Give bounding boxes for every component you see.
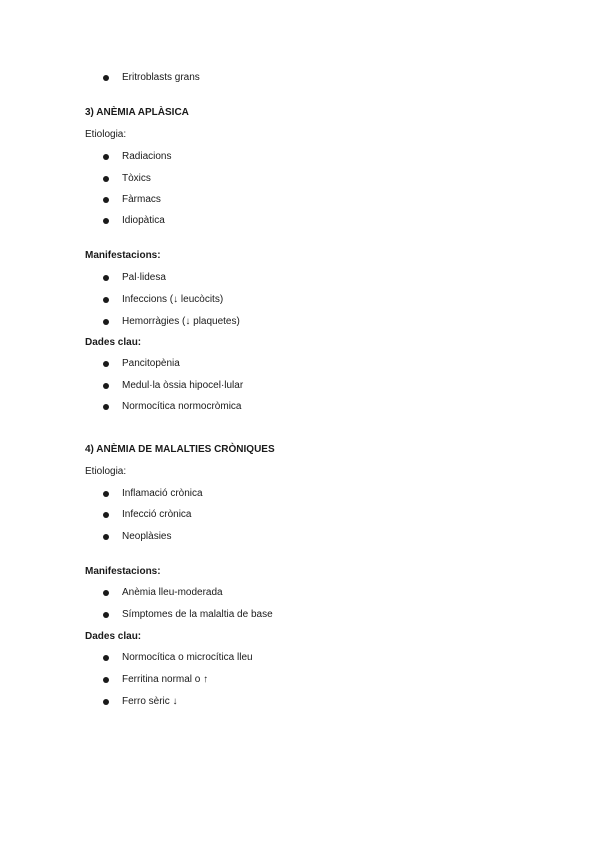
bullet-icon: [103, 75, 109, 81]
list-item-text: Ferritina normal o ↑: [122, 674, 209, 685]
list-item-text: Hemorràgies (↓ plaquetes): [122, 316, 240, 327]
bullet-icon: [103, 154, 109, 160]
list-item-text: Medul·la òssia hipocel·lular: [122, 380, 244, 391]
section-title: 4) ANÈMIA DE MALALTIES CRÒNIQUES: [85, 444, 275, 455]
bullet-icon: [103, 534, 109, 540]
list-item-text: Idiopàtica: [122, 215, 165, 226]
bullet-icon: [103, 218, 109, 224]
list-item-text: Fàrmacs: [122, 194, 161, 205]
list-item-text: Tòxics: [122, 173, 151, 184]
bullet-icon: [103, 655, 109, 661]
list-item-text: Pancitopènia: [122, 358, 180, 369]
list-item-text: Ferro sèric ↓: [122, 696, 178, 707]
manifestations-label: Manifestacions:: [85, 250, 161, 261]
bullet-icon: [103, 275, 109, 281]
bullet-icon: [103, 677, 109, 683]
list-item-text: Normocítica normocròmica: [122, 401, 242, 412]
bullet-icon: [103, 590, 109, 596]
etiology-label: Etiologia:: [85, 129, 127, 140]
bullet-icon: [103, 491, 109, 497]
bullet-icon: [103, 404, 109, 410]
bullet-icon: [103, 699, 109, 705]
bullet-icon: [103, 176, 109, 182]
list-item-text: Infecció crònica: [122, 509, 192, 520]
list-item-text: Normocítica o microcítica lleu: [122, 652, 253, 663]
etiology-label: Etiologia:: [85, 466, 127, 477]
list-item-text: Anèmia lleu-moderada: [122, 587, 223, 598]
bullet-icon: [103, 512, 109, 518]
manifestations-label: Manifestacions:: [85, 566, 161, 577]
bullet-icon: [103, 197, 109, 203]
list-item-text: Pal·lidesa: [122, 272, 166, 283]
bullet-icon: [103, 297, 109, 303]
key-data-label: Dades clau:: [85, 337, 142, 348]
list-item-text: Infeccions (↓ leucòcits): [122, 294, 224, 305]
list-item-text: Eritroblasts grans: [122, 72, 200, 83]
list-item-text: Símptomes de la malaltia de base: [122, 609, 273, 620]
key-data-label: Dades clau:: [85, 631, 142, 642]
list-item-text: Neoplàsies: [122, 531, 172, 542]
bullet-icon: [103, 612, 109, 618]
bullet-icon: [103, 361, 109, 367]
bullet-icon: [103, 383, 109, 389]
list-item-text: Inflamació crònica: [122, 488, 203, 499]
list-item-text: Radiacions: [122, 151, 172, 162]
section-title: 3) ANÈMIA APLÀSICA: [85, 107, 189, 118]
bullet-icon: [103, 319, 109, 325]
